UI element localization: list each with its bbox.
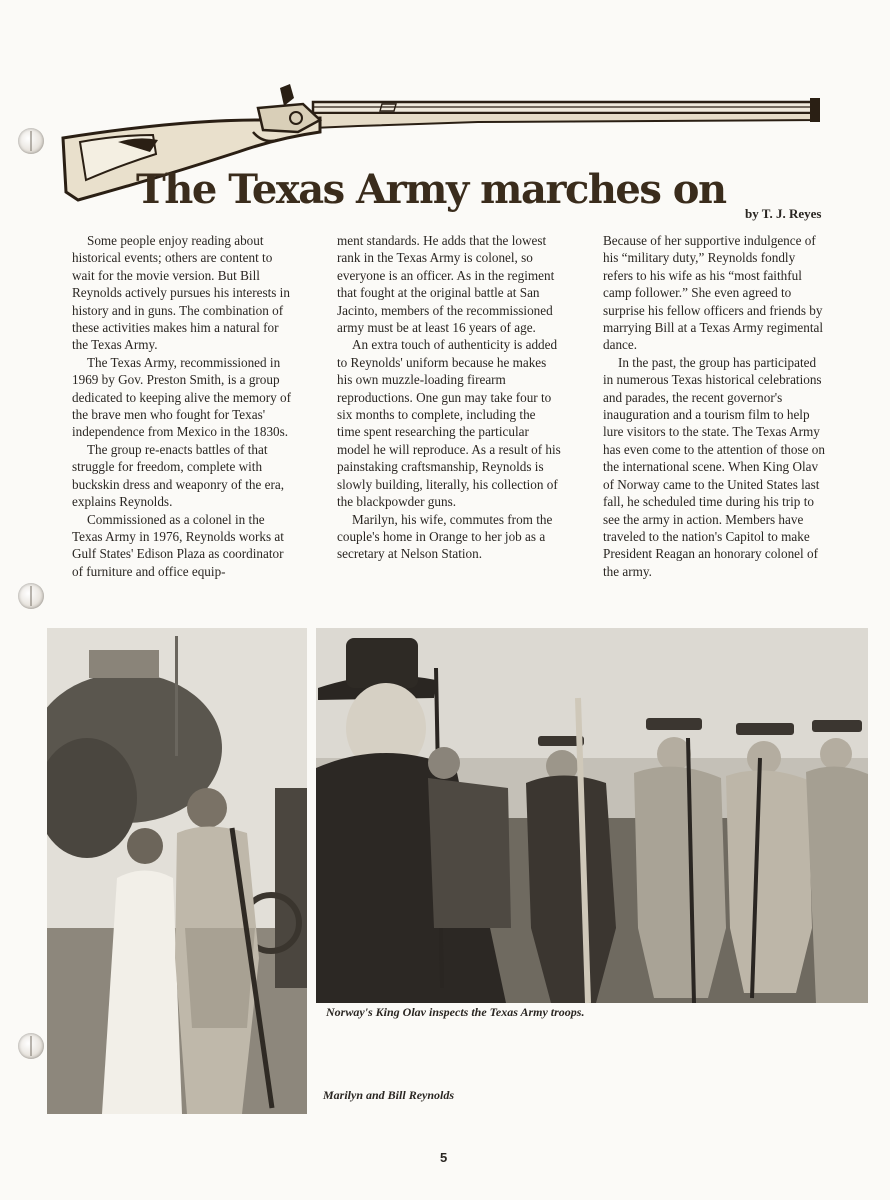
photo-king-olav-inspection [316, 628, 868, 1003]
article-title: The Texas Army marches on [136, 166, 726, 213]
paragraph: Marilyn, his wife, commutes from the couple's home in Orange to her job as a secretary at Nelson Station. [337, 511, 553, 562]
binder-hole-middle [18, 583, 44, 609]
article-column-2 [337, 232, 562, 563]
paragraph: The Texas Army, recommissioned in 1969 by Gov. Preston Smith, is a group dedicated to keeping alive the memory of the brave men who fought for Texas' independence from Mexico in the 1830s. [72, 354, 291, 440]
page-number: 5 [440, 1150, 448, 1165]
paragraph: An extra touch of authenticity is added to Reynolds' uniform because he makes his own muzzle-loading firearm reproductions. One gun may take four to six months to complete, including the time spent researching the particular model he will reproduce. As a result of his painstaking craftsmanship, Reynolds is slowly building, literally, his collection of the blackpowder guns. [337, 337, 561, 510]
paragraph: The group re-enacts battles of that struggle for freedom, complete with buckskin dress and weaponry of the era, explains Reynolds. [72, 441, 285, 510]
binder-hole-bottom [18, 1033, 44, 1059]
caption-king-olav: Norway's King Olav inspects the Texas Army troops. [326, 1005, 585, 1019]
paragraph: ment standards. He adds that the lowest rank in the Texas Army is colonel, so everyone is an officer. As in the regiment that fought at the original battle at San Jacinto, members of the recommissioned army must be at least 16 years of age. [337, 233, 555, 336]
article-column-3 [603, 232, 828, 580]
paragraph: Because of her supportive indulgence of his “military duty,” Reynolds fondly refers to his wife as his “most faithful camp follower.” She even agreed to surprise his fellow officers and friends by marrying Bill at a Texas Army regimental dance. [603, 233, 824, 353]
caption-couple: Marilyn and Bill Reynolds [323, 1088, 455, 1102]
paragraph: In the past, the group has participated in numerous Texas historical celebrations and parades, the recent governor's inauguration and a tourism film to help lure visitors to the state. The Texas Army has even come to the attention of those on the international scene. When King Olav of Norway came to the United States last fall, he scheduled time during his trip to see the army in action. Members have traveled to the nation's Capitol to make President Reagan an honorary colonel of the army. [603, 354, 825, 579]
paragraph: Some people enjoy reading about historical events; others are content to wait for the movie version. But Bill Reynolds actively pursues his interests in history and in guns. The combination of these activities makes him a natural for the Texas Army. [72, 233, 290, 353]
paragraph: Commissioned as a colonel in the Texas Army in 1976, Reynolds works at Gulf States' Edison Plaza as coordinator of furniture and office equip- [72, 511, 284, 579]
article-byline: by T. J. Reyes [745, 206, 822, 221]
binder-hole-top [18, 128, 44, 154]
photo-marilyn-and-bill [47, 628, 307, 1114]
article-column-1 [72, 232, 297, 580]
